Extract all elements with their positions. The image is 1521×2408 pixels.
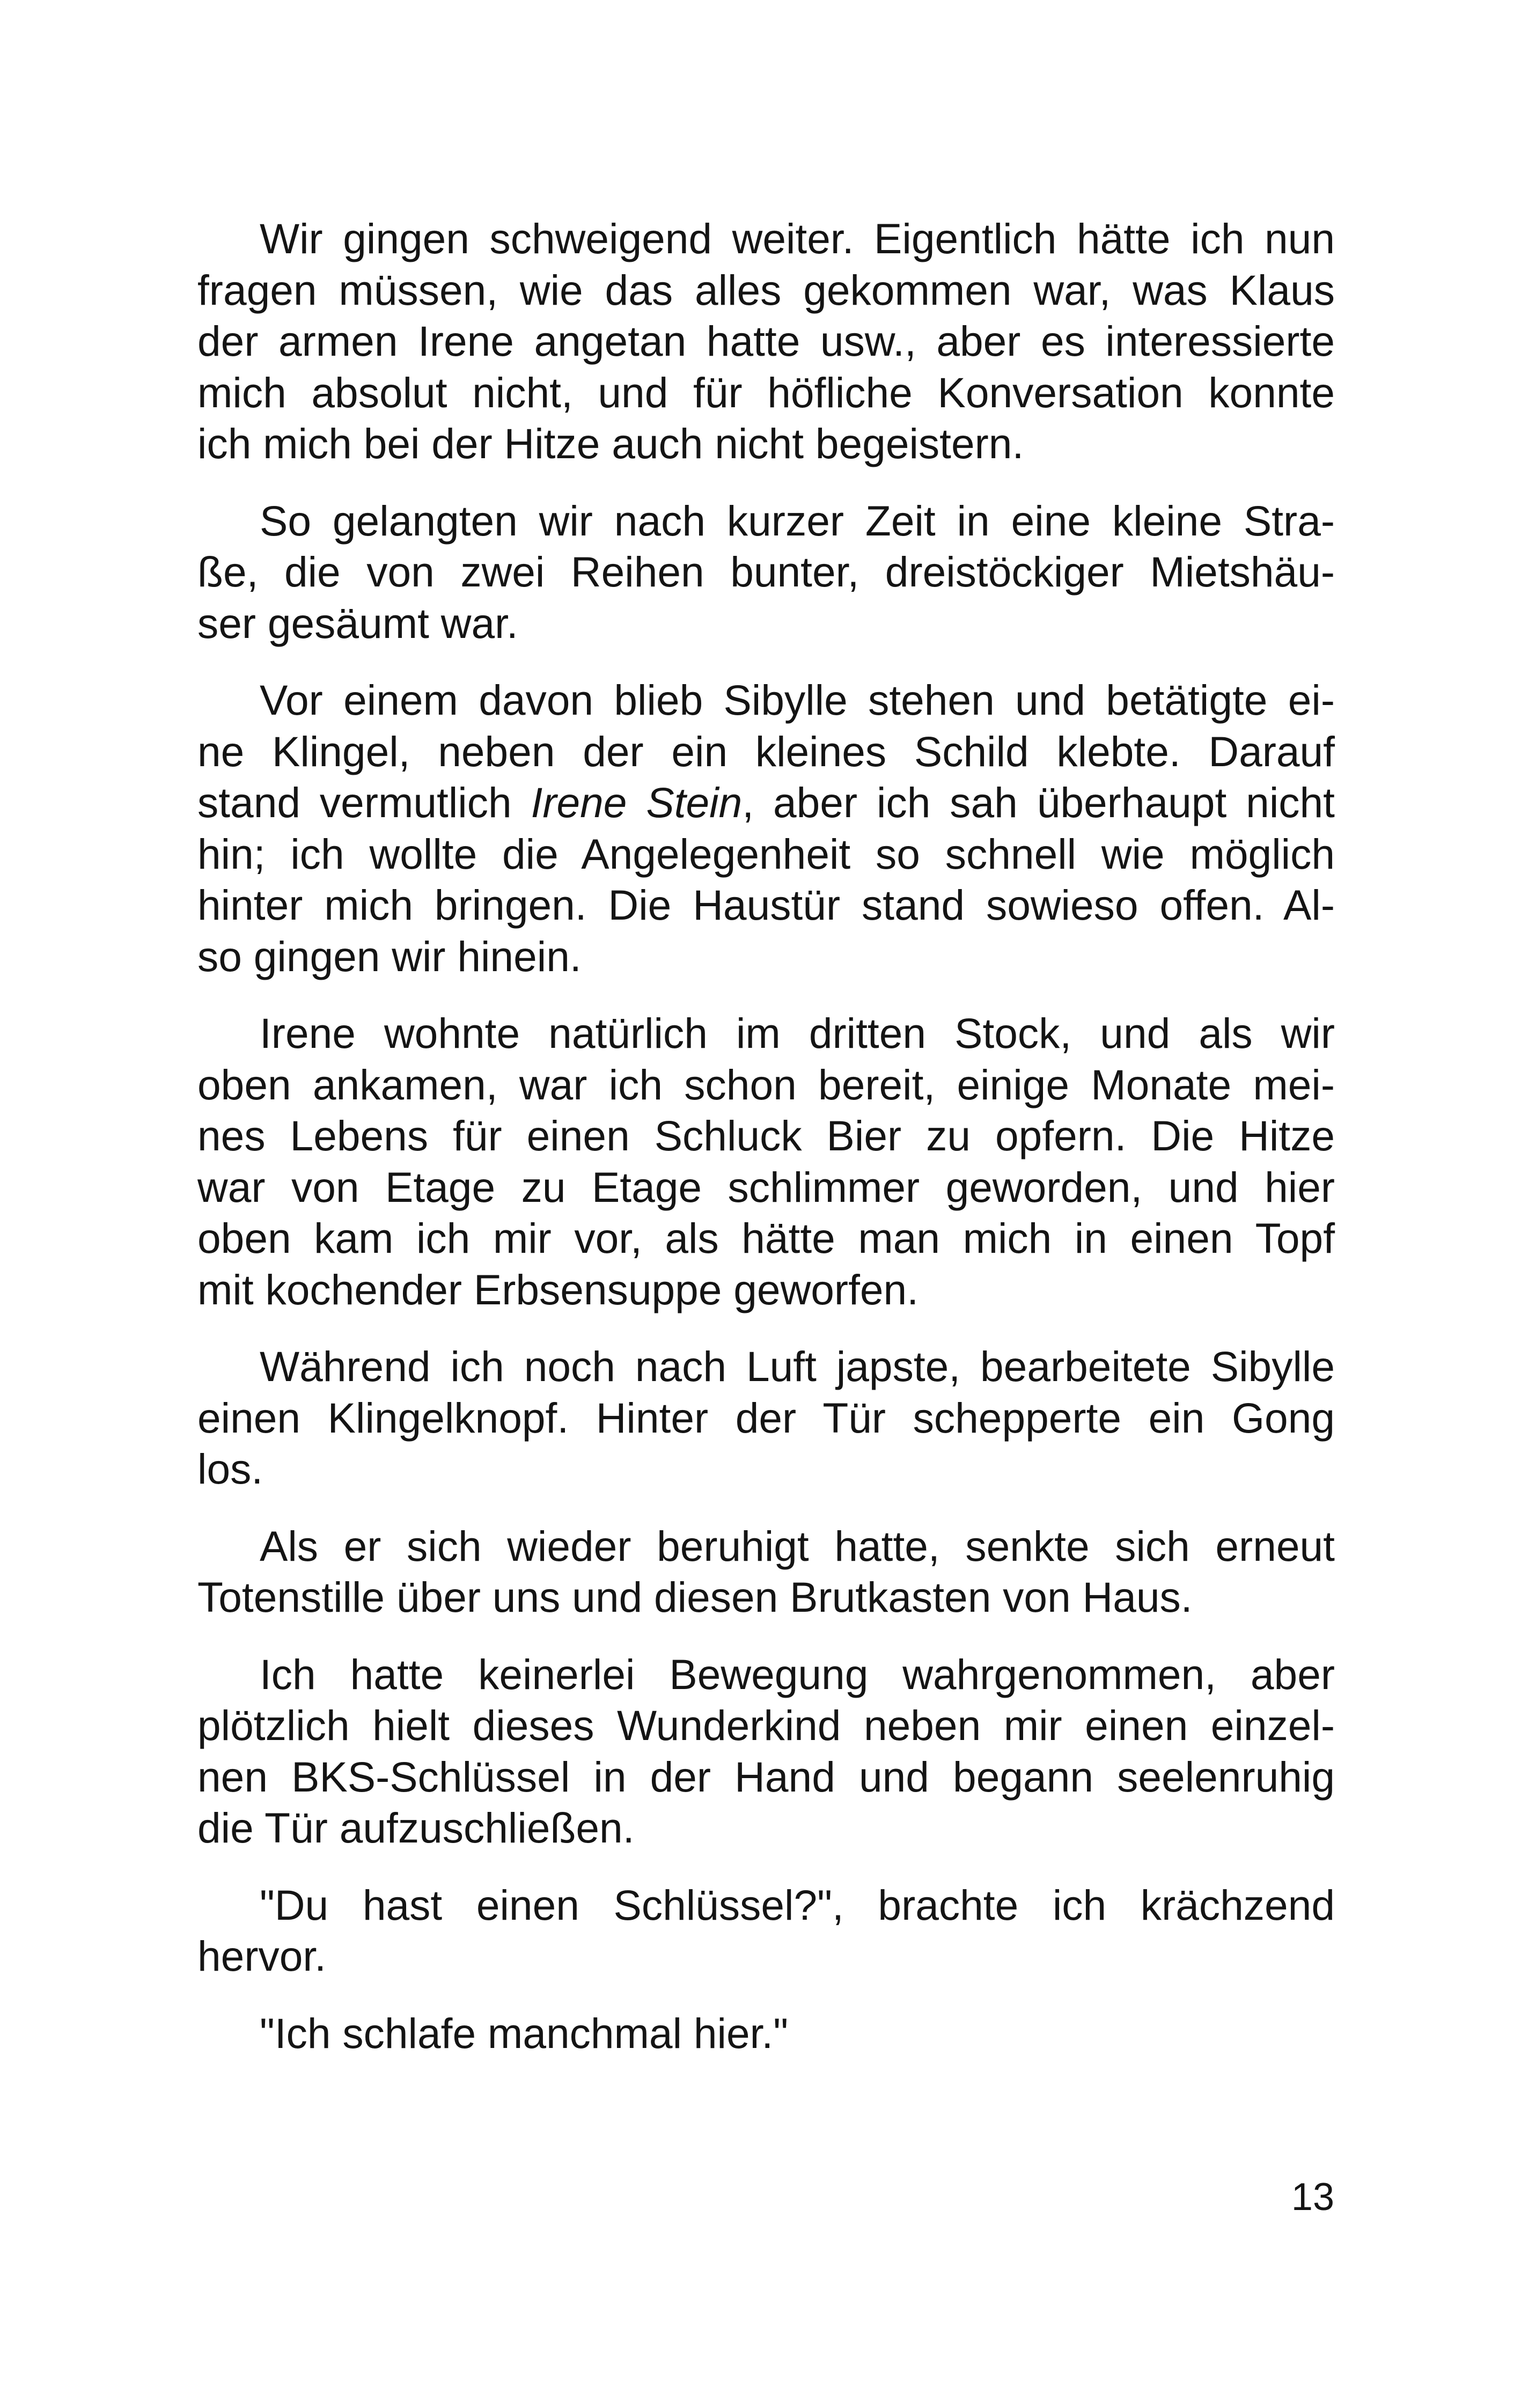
paragraph-7	[197, 1649, 1335, 1854]
text-line: hinter mich bringen. Die Haustür stand sowieso offen. Al-	[197, 882, 1335, 929]
text-line: ich mich bei der Hitze auch nicht begeistern.	[197, 420, 1024, 467]
text-run: stand vermutlich	[197, 779, 531, 826]
text-line	[197, 777, 1335, 829]
text-line: der armen Irene angetan hatte usw., aber es interessierte	[197, 318, 1335, 365]
text-line: einen Klingelknopf. Hinter der Tür schepperte ein Gong	[197, 1394, 1335, 1442]
text-line: nes Lebens für einen Schluck Bier zu opfern. Die Hitze	[197, 1112, 1335, 1159]
text-line: So gelangten wir nach kurzer Zeit in eine kleine Stra-	[260, 497, 1335, 545]
text-line: so gingen wir hinein.	[197, 933, 582, 980]
text-line: plötzlich hielt dieses Wunderkind neben mir einen einzel-	[197, 1702, 1335, 1749]
text-line: mich absolut nicht, und für höfliche Konversation konnte	[197, 369, 1335, 416]
text-line: Als er sich wieder beruhigt hatte, senkte sich erneut	[260, 1522, 1335, 1570]
text-line: "Ich schlafe manchmal hier."	[260, 2009, 789, 2057]
text-line: ser gesäumt war.	[197, 599, 518, 647]
text-line: oben kam ich mir vor, als hätte man mich in einen Topf	[197, 1215, 1335, 1262]
text-line: war von Etage zu Etage schlimmer geworden, und hier	[197, 1163, 1335, 1211]
paragraph-8	[197, 1880, 1335, 1983]
text-line: Ich hatte keinerlei Bewegung wahrgenommen, aber	[260, 1650, 1335, 1698]
text-line: die Tür aufzuschließen.	[197, 1804, 635, 1852]
paragraph-2	[197, 496, 1335, 650]
text-line: Irene wohnte natürlich im dritten Stock, und als wir	[260, 1010, 1335, 1057]
text-line: "Du hast einen Schlüssel?", brachte ich krächzend	[260, 1881, 1335, 1929]
text-line: Vor einem davon blieb Sibylle stehen und betätigte ei-	[260, 677, 1335, 724]
body-text	[197, 214, 1335, 2059]
text-line: fragen müssen, wie das alles gekommen war, was Klaus	[197, 266, 1335, 314]
paragraph-4	[197, 1008, 1335, 1316]
italic-name: Irene Stein	[531, 779, 743, 826]
text-line: Wir gingen schweigend weiter. Eigentlich hätte ich nun	[260, 215, 1335, 262]
text-line: hin; ich wollte die Angelegenheit so schnell wie möglich	[197, 830, 1335, 878]
paragraph-3	[197, 675, 1335, 982]
text-line: Während ich noch nach Luft japste, bearbeitete Sibylle	[260, 1343, 1335, 1390]
paragraph-6	[197, 1521, 1335, 1624]
text-line: los.	[197, 1445, 263, 1493]
paragraph-5	[197, 1341, 1335, 1495]
text-line: Totenstille über uns und diesen Brutkasten von Haus.	[197, 1574, 1193, 1621]
text-run: , aber ich sah überhaupt nicht	[742, 779, 1335, 826]
page-number: 13	[1291, 2176, 1334, 2219]
text-line: ne Klingel, neben der ein kleines Schild klebte. Darauf	[197, 728, 1335, 775]
text-line: oben ankamen, war ich schon bereit, einige Monate mei-	[197, 1061, 1335, 1108]
text-line: nen BKS-Schlüssel in der Hand und begann seelenruhig	[197, 1753, 1335, 1801]
paragraph-9	[197, 2008, 1335, 2060]
text-line: ße, die von zwei Reihen bunter, dreistöckiger Mietshäu-	[197, 548, 1335, 596]
paragraph-1	[197, 214, 1335, 470]
text-line: hervor.	[197, 1933, 326, 1980]
text-line: mit kochender Erbsensuppe geworfen.	[197, 1266, 919, 1313]
